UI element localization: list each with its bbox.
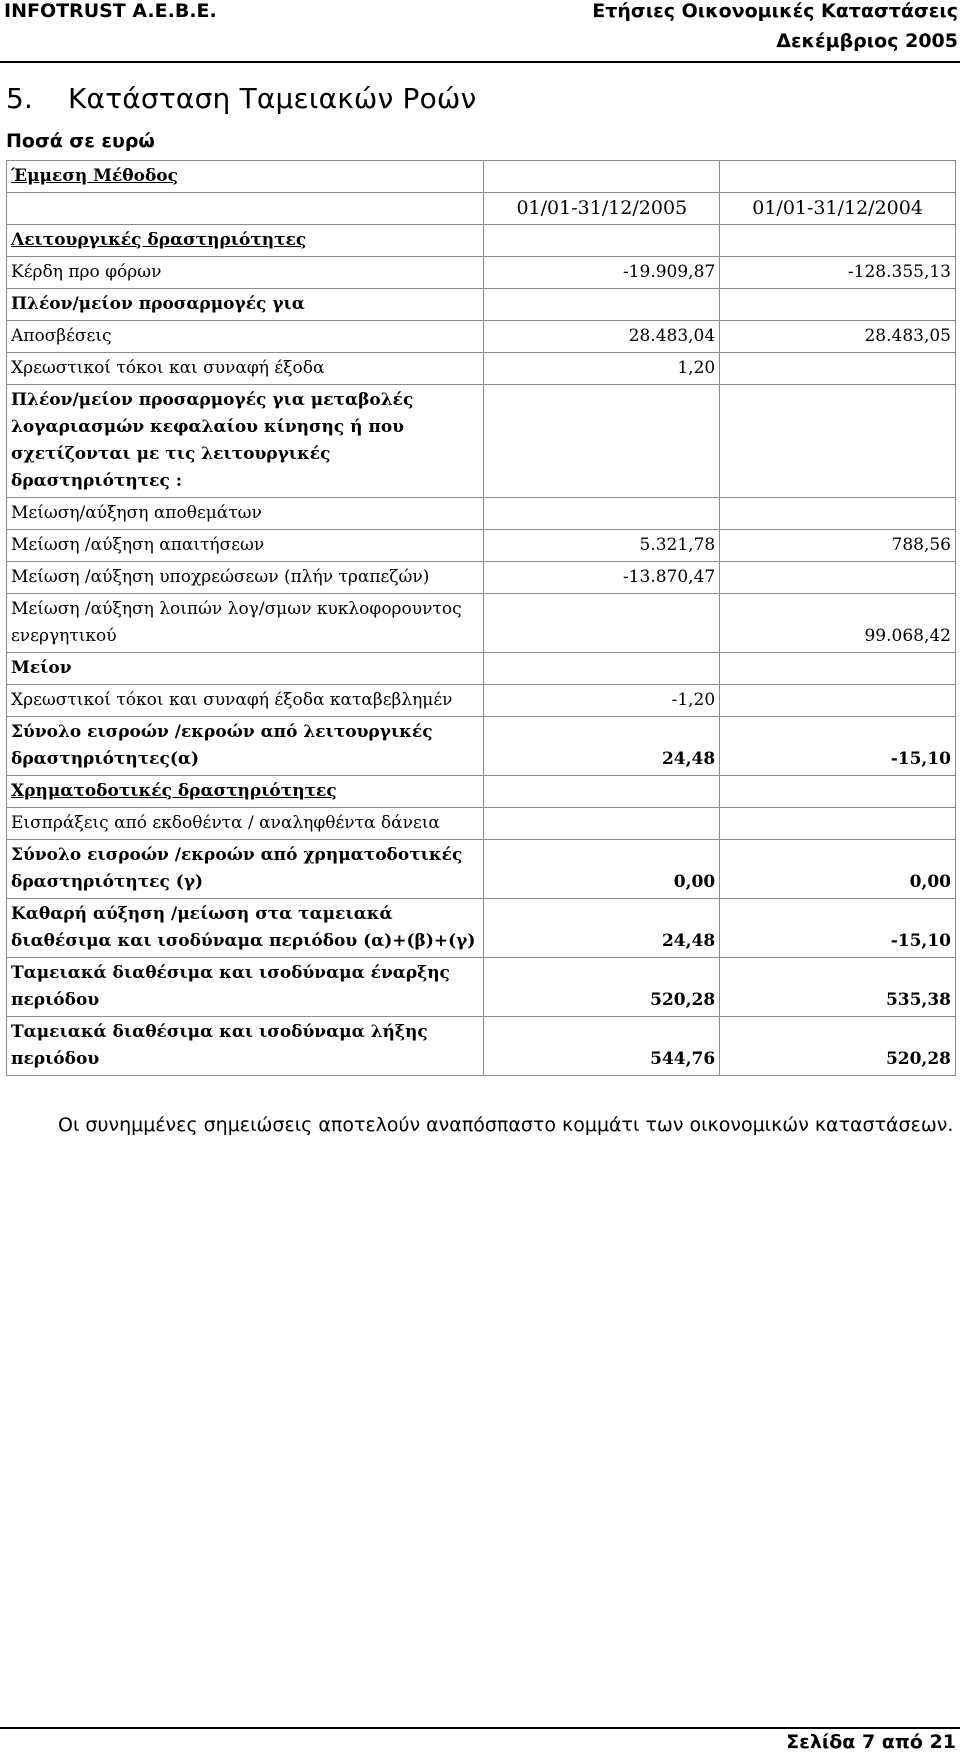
row-value-2005: 1,20 [484, 353, 720, 385]
table-row [7, 685, 956, 717]
row-value-2004 [720, 225, 956, 257]
table-row [7, 840, 956, 899]
row-value-2004 [720, 776, 956, 808]
row-value-2004 [720, 498, 956, 530]
section-title [6, 82, 476, 115]
row-value-2005: 520,28 [484, 958, 720, 1017]
row-value-2005 [484, 594, 720, 653]
table-row [7, 1017, 956, 1076]
table-row [7, 385, 956, 498]
row-label: Σύνολο εισροών /εκροών από λειτουργικές δραστηριότητες(α) [7, 717, 484, 776]
table-header-row [7, 193, 956, 225]
table-row [7, 776, 956, 808]
row-value-2005: 5.321,78 [484, 530, 720, 562]
report-title: Ετήσιες Οικονομικές Καταστάσεις [592, 0, 958, 22]
row-value-2004 [720, 685, 956, 717]
table-row [7, 530, 956, 562]
row-value-2005 [484, 808, 720, 840]
row-value-2005 [484, 385, 720, 498]
row-label: Χρηματοδοτικές δραστηριότητες [7, 776, 484, 808]
row-label: Πλέον/μείον προσαρμογές για [7, 289, 484, 321]
row-value-2005: -19.909,87 [484, 257, 720, 289]
row-label: Μείωση/αύξηση αποθεμάτων [7, 498, 484, 530]
row-value-2004 [720, 353, 956, 385]
column-header-2005: 01/01-31/12/2005 [484, 193, 720, 225]
row-label: Χρεωστικοί τόκοι και συναφή έξοδα [7, 353, 484, 385]
row-value-2005: 24,48 [484, 717, 720, 776]
row-value-2004: 28.483,05 [720, 321, 956, 353]
row-value-2005 [484, 776, 720, 808]
row-label: Εισπράξεις από εκδοθέντα / αναληφθέντα δάνεια [7, 808, 484, 840]
footer-rule [0, 1727, 960, 1729]
table-row [7, 289, 956, 321]
row-value-2004: 535,38 [720, 958, 956, 1017]
row-label: Λειτουργικές δραστηριότητες [7, 225, 484, 257]
column-header-2004: 01/01-31/12/2004 [720, 193, 956, 225]
row-label: Ταμειακά διαθέσιμα και ισοδύναμα έναρξης περιόδου [7, 958, 484, 1017]
row-label: Σύνολο εισροών /εκροών από χρηματοδοτικές δραστηριότητες (γ) [7, 840, 484, 899]
method-label: Έμμεση Μέθοδος [7, 161, 484, 193]
table-row [7, 958, 956, 1017]
report-period: Δεκέμβριος 2005 [776, 30, 958, 52]
row-value-2004: -15,10 [720, 717, 956, 776]
row-value-2004 [720, 653, 956, 685]
section-title-text: Κατάσταση Ταμειακών Ροών [68, 82, 477, 115]
row-label: Πλέον/μείον προσαρμογές για μεταβολές λογαριασμών κεφαλαίου κίνησης ή που σχετίζονται με τις λειτουργικές δραστηριότητες : [7, 385, 484, 498]
row-value-2004 [720, 808, 956, 840]
row-value-2004 [720, 385, 956, 498]
row-value-2004: 788,56 [720, 530, 956, 562]
row-value-2005: 0,00 [484, 840, 720, 899]
table-row [7, 161, 956, 193]
row-value-2005: -1,20 [484, 685, 720, 717]
row-value-2005 [484, 498, 720, 530]
row-value-2005: -13.870,47 [484, 562, 720, 594]
table-row [7, 353, 956, 385]
table-row [7, 899, 956, 958]
table-row [7, 321, 956, 353]
table-row [7, 257, 956, 289]
row-value-2004 [720, 562, 956, 594]
company-name: INFOTRUST A.E.B.E. [4, 0, 217, 22]
footnote: Οι συνημμένες σημειώσεις αποτελούν αναπόσπαστο κομμάτι των οικονομικών καταστάσεων. [58, 1114, 954, 1136]
cash-flow-table [6, 160, 956, 1076]
row-value-2005: 544,76 [484, 1017, 720, 1076]
row-value-2005 [484, 225, 720, 257]
table-row [7, 498, 956, 530]
table-row [7, 562, 956, 594]
header-rule [0, 61, 960, 63]
row-value-2004: -15,10 [720, 899, 956, 958]
table-row [7, 717, 956, 776]
row-label: Κέρδη προ φόρων [7, 257, 484, 289]
table-row [7, 594, 956, 653]
row-value-2004: -128.355,13 [720, 257, 956, 289]
row-value-2004: 0,00 [720, 840, 956, 899]
row-value-2005: 24,48 [484, 899, 720, 958]
row-value-2004: 99.068,42 [720, 594, 956, 653]
row-value-2005 [484, 289, 720, 321]
row-label: Αποσβέσεις [7, 321, 484, 353]
row-label: Ταμειακά διαθέσιμα και ισοδύναμα λήξης περιόδου [7, 1017, 484, 1076]
row-label: Μείωση /αύξηση λοιπών λογ/σμων κυκλοφορουντος ενεργητικού [7, 594, 484, 653]
table-row [7, 808, 956, 840]
currency-note: Ποσά σε ευρώ [6, 130, 155, 152]
table-row [7, 225, 956, 257]
row-value-2005: 28.483,04 [484, 321, 720, 353]
row-label: Μείον [7, 653, 484, 685]
row-value-2005 [484, 653, 720, 685]
page-number: Σελίδα 7 από 21 [786, 1731, 956, 1753]
row-value-2004: 520,28 [720, 1017, 956, 1076]
section-number: 5. [6, 82, 34, 115]
row-label: Μείωση /αύξηση υποχρεώσεων (πλήν τραπεζών) [7, 562, 484, 594]
row-label: Καθαρή αύξηση /μείωση στα ταμειακά διαθέσιμα και ισοδύναμα περιόδου (α)+(β)+(γ) [7, 899, 484, 958]
row-value-2004 [720, 289, 956, 321]
table-row [7, 653, 956, 685]
row-label: Μείωση /αύξηση απαιτήσεων [7, 530, 484, 562]
row-label: Χρεωστικοί τόκοι και συναφή έξοδα καταβεβλημέν [7, 685, 484, 717]
